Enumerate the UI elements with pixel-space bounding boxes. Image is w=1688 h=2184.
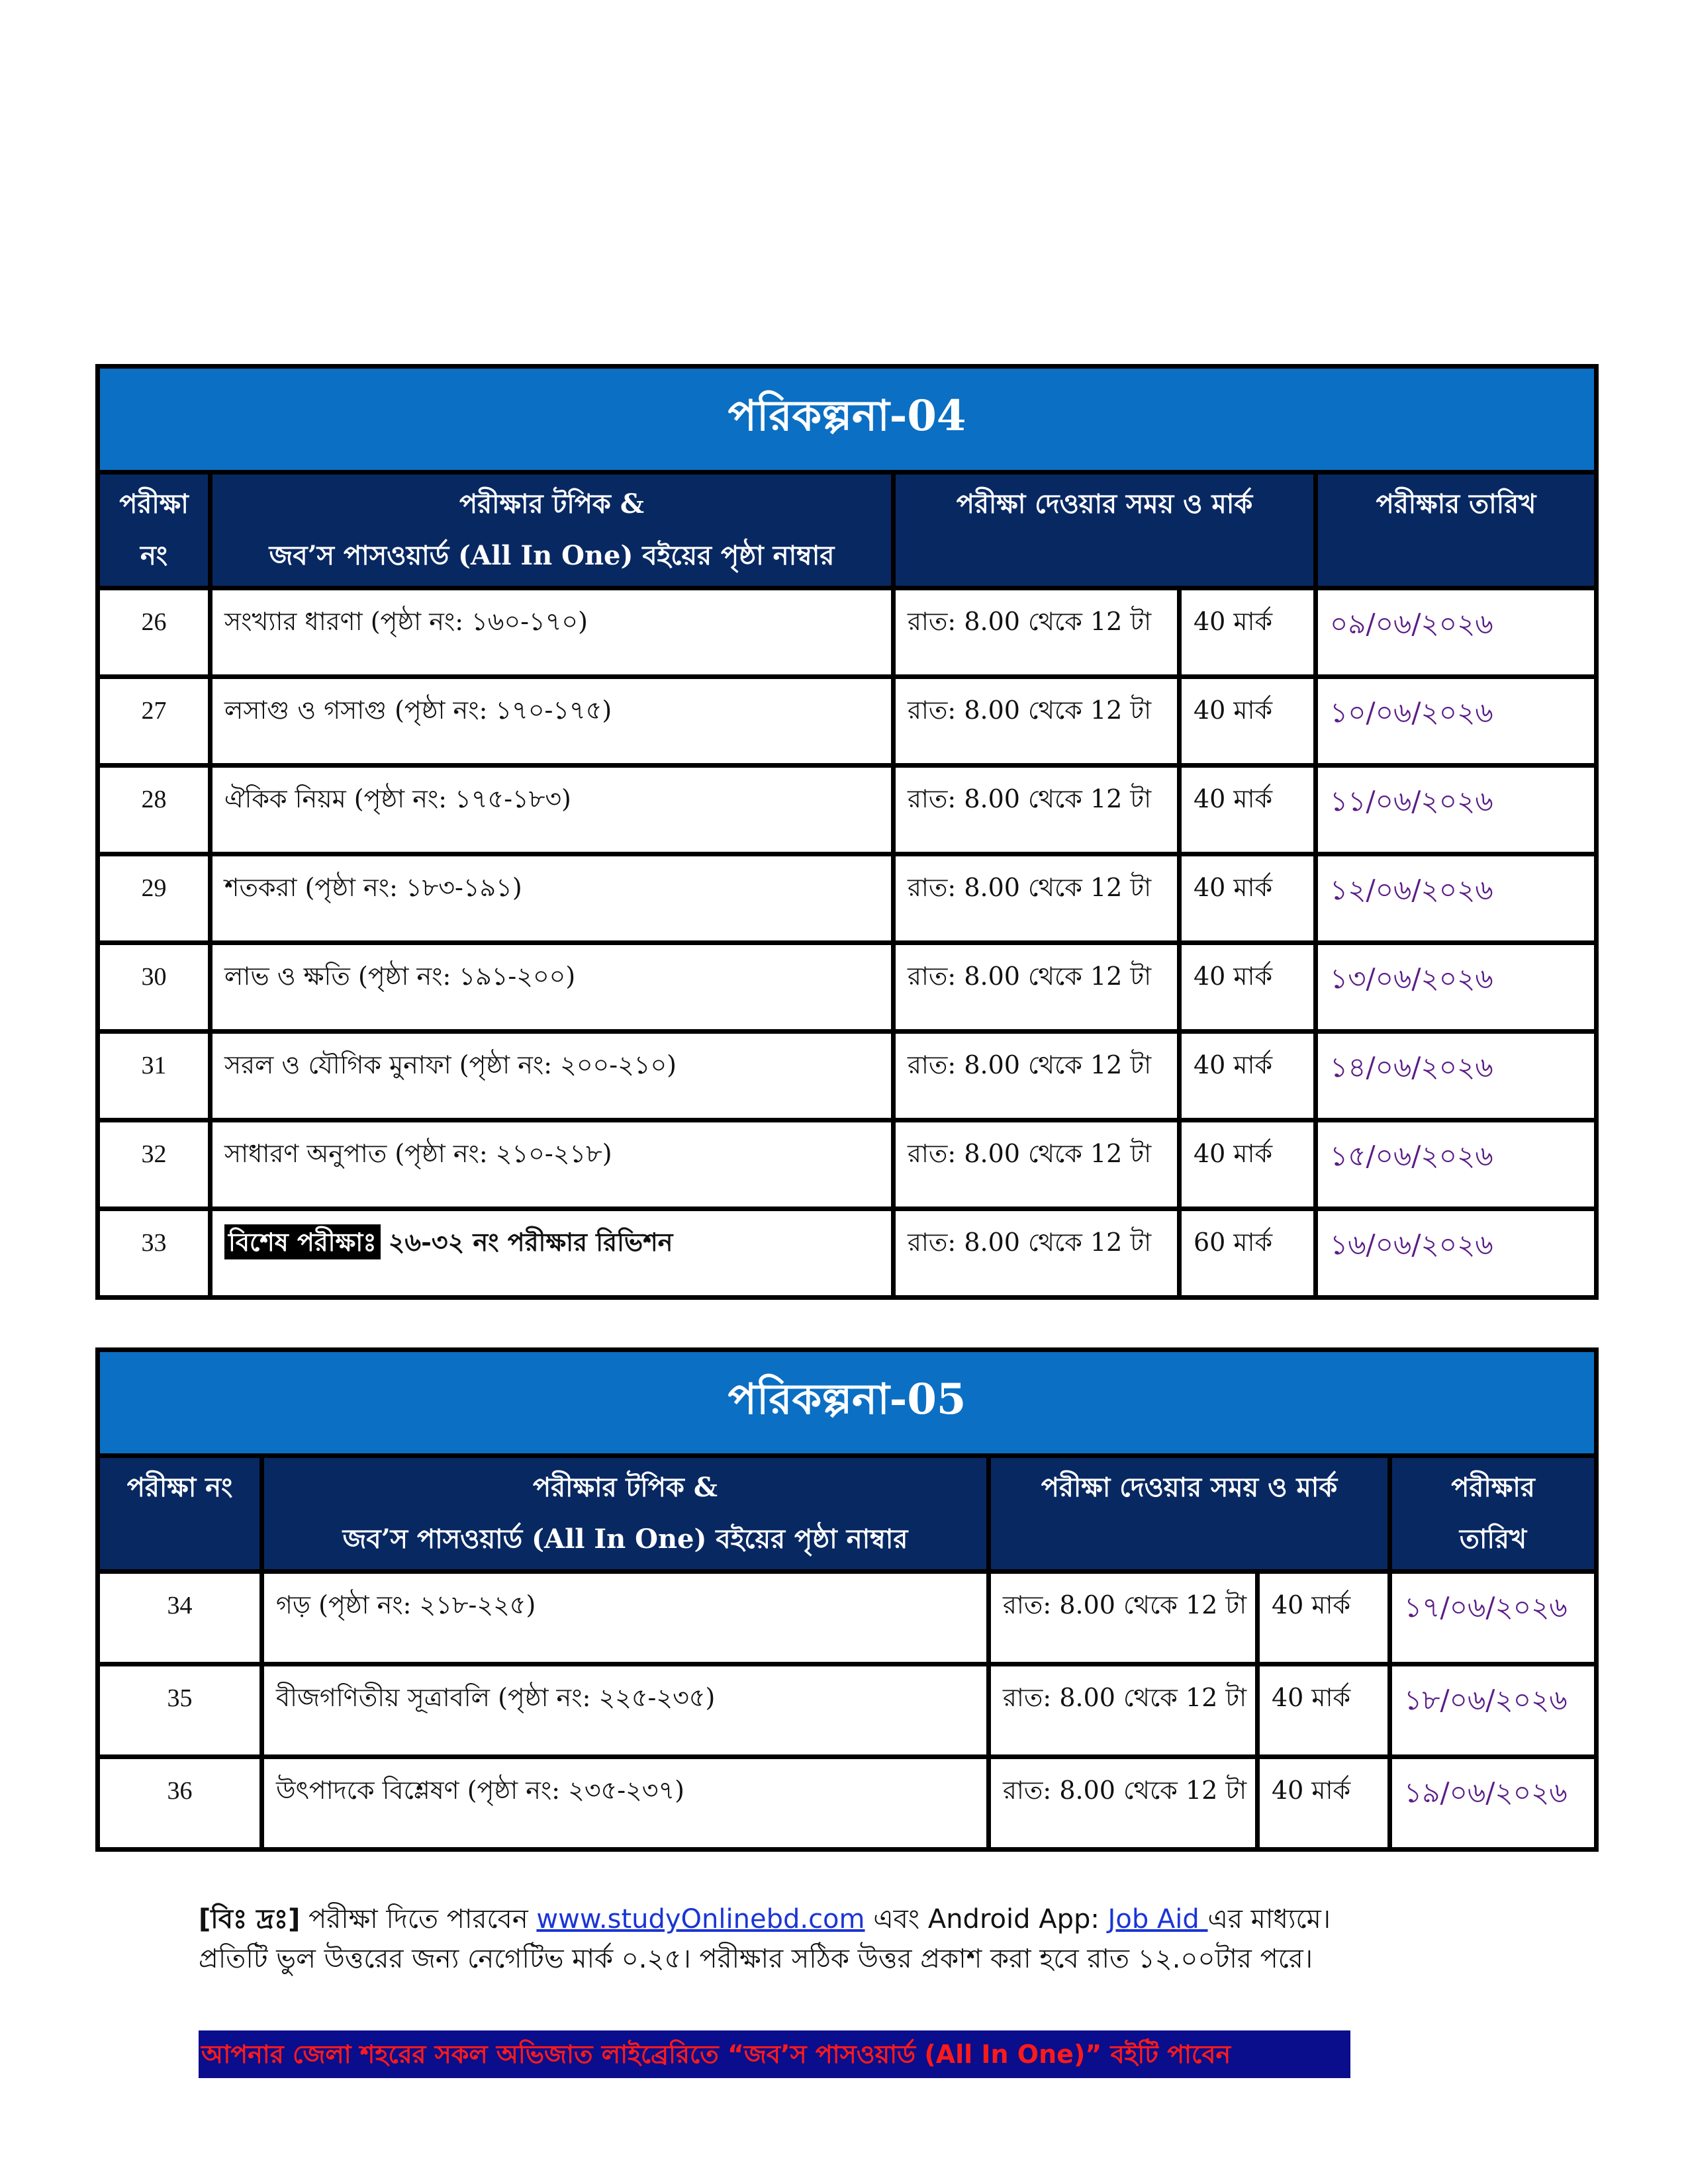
exam-marks: 40 মার্ক	[1180, 1032, 1316, 1120]
exam-time: রাত: 8.00 থেকে 12 টা	[989, 1664, 1258, 1757]
note-text-b: এবং Android App:	[865, 1904, 1108, 1934]
notes-line2: প্রতিটি ভুল উত্তরের জন্য নেগেটিভ মার্ক ০.২৫। পরীক্ষার সঠিক উত্তর প্রকাশ করা হবে রাত ১২.০০টার পরে।	[199, 1944, 1313, 1974]
exam-topic: লসাগু ও গসাগু (পৃষ্ঠা নং: ১৭০-১৭৫)	[211, 677, 894, 766]
note-tag: [বিঃ দ্রঃ]	[199, 1904, 301, 1934]
exam-marks: 40 মার্ক	[1180, 1120, 1316, 1209]
table-row-special	[98, 1209, 1597, 1298]
plan-title: পরিকল্পনা-04	[98, 367, 1597, 473]
header-exam-no: পরীক্ষা নং	[98, 1456, 262, 1572]
exam-marks: 40 মার্ক	[1180, 677, 1316, 766]
exam-topic: সাধারণ অনুপাত (পৃষ্ঠা নং: ২১০-২১৮)	[211, 1120, 894, 1209]
exam-topic: গড় (পৃষ্ঠা নং: ২১৮-২২৫)	[262, 1572, 989, 1664]
exam-marks: 40 মার্ক	[1258, 1757, 1390, 1850]
exam-topic: শতকরা (পৃষ্ঠা নং: ১৮৩-১৯১)	[211, 854, 894, 943]
table-row	[98, 766, 1597, 854]
header-exam-no: পরীক্ষা নং	[98, 473, 211, 588]
exam-number: 30	[98, 943, 211, 1032]
exam-marks: 40 মার্ক	[1258, 1664, 1390, 1757]
special-exam-topic: ২৬-৩২ নং পরীক্ষার রিভিশন	[388, 1227, 673, 1257]
exam-date: ১১/০৬/২০২৬	[1316, 766, 1597, 854]
header-topic-line1: পরীক্ষার টপিক &	[459, 488, 644, 520]
header-topic-line1: পরীক্ষার টপিক &	[533, 1472, 718, 1503]
header-topic-line2: জব’স পাসওয়ার্ড (All In One) বইয়ের পৃষ্ঠা নাম্বার	[342, 1524, 908, 1555]
exam-number: 26	[98, 588, 211, 677]
exam-date: ১৪/০৬/২০২৬	[1316, 1032, 1597, 1120]
header-time-marks: পরীক্ষা দেওয়ার সময় ও মার্ক	[894, 473, 1316, 588]
header-topic-line2: জব’স পাসওয়ার্ড (All In One) বইয়ের পৃষ্ঠা নাম্বার	[269, 540, 835, 571]
special-exam-tag: বিশেষ পরীক্ষাঃ	[224, 1224, 381, 1259]
table-row	[98, 677, 1597, 766]
table-row	[98, 588, 1597, 677]
notes-line1	[199, 1899, 1496, 1939]
table-row	[98, 1664, 1597, 1757]
notes-section	[199, 1899, 1496, 1979]
table-row	[98, 943, 1597, 1032]
exam-time: রাত: 8.00 থেকে 12 টা	[894, 943, 1180, 1032]
note-text-a: পরীক্ষা দিতে পারবেন	[300, 1904, 537, 1934]
exam-date: ১৯/০৬/২০২৬	[1390, 1757, 1597, 1850]
plan-title: পরিকল্পনা-05	[98, 1350, 1597, 1456]
site-link[interactable]: www.studyOnlinebd.com	[536, 1904, 865, 1934]
exam-topic: লাভ ও ক্ষতি (পৃষ্ঠা নং: ১৯১-২০০)	[211, 943, 894, 1032]
exam-time: রাত: 8.00 থেকে 12 টা	[894, 854, 1180, 943]
table-row	[98, 1120, 1597, 1209]
exam-date: ১৮/০৬/২০২৬	[1390, 1664, 1597, 1757]
header-date-line2: তারিখ	[1459, 1524, 1527, 1555]
header-date-line1: পরীক্ষার	[1451, 1472, 1535, 1503]
exam-marks: 40 মার্ক	[1180, 943, 1316, 1032]
header-topic	[262, 1456, 989, 1572]
exam-topic: উৎপাদকে বিশ্লেষণ (পৃষ্ঠা নং: ২৩৫-২৩৭)	[262, 1757, 989, 1850]
exam-date: ১৫/০৬/২০২৬	[1316, 1120, 1597, 1209]
exam-number: 28	[98, 766, 211, 854]
exam-date: ১২/০৬/২০২৬	[1316, 854, 1597, 943]
exam-date: ০৯/০৬/২০২৬	[1316, 588, 1597, 677]
exam-time: রাত: 8.00 থেকে 12 টা	[894, 1032, 1180, 1120]
exam-number: 36	[98, 1757, 262, 1850]
app-link[interactable]: Job Aid	[1107, 1904, 1208, 1934]
note-text-c: এর মাধ্যমে।	[1207, 1904, 1331, 1934]
exam-time: রাত: 8.00 থেকে 12 টা	[894, 1120, 1180, 1209]
exam-time: রাত: 8.00 থেকে 12 টা	[894, 677, 1180, 766]
table-row	[98, 854, 1597, 943]
exam-number: 31	[98, 1032, 211, 1120]
exam-time: রাত: 8.00 থেকে 12 টা	[989, 1757, 1258, 1850]
header-topic	[211, 473, 894, 588]
exam-number: 32	[98, 1120, 211, 1209]
plan-04-table	[95, 364, 1599, 1300]
header-time-marks: পরীক্ষা দেওয়ার সময় ও মার্ক	[989, 1456, 1390, 1572]
header-date	[1390, 1456, 1597, 1572]
exam-time: রাত: 8.00 থেকে 12 টা	[894, 766, 1180, 854]
exam-marks: 40 মার্ক	[1180, 854, 1316, 943]
exam-marks: 60 মার্ক	[1180, 1209, 1316, 1298]
table-row	[98, 1032, 1597, 1120]
exam-number: 29	[98, 854, 211, 943]
exam-marks: 40 মার্ক	[1180, 588, 1316, 677]
exam-number: 33	[98, 1209, 211, 1298]
exam-topic	[211, 1209, 894, 1298]
plan-05-table	[95, 1347, 1599, 1852]
exam-date: ১৩/০৬/২০২৬	[1316, 943, 1597, 1032]
exam-marks: 40 মার্ক	[1258, 1572, 1390, 1664]
exam-topic: ঐকিক নিয়ম (পৃষ্ঠা নং: ১৭৫-১৮৩)	[211, 766, 894, 854]
exam-number: 35	[98, 1664, 262, 1757]
exam-date: ১৬/০৬/২০২৬	[1316, 1209, 1597, 1298]
exam-topic: সংখ্যার ধারণা (পৃষ্ঠা নং: ১৬০-১৭০)	[211, 588, 894, 677]
table-row	[98, 1757, 1597, 1850]
promo-banner: আপনার জেলা শহরের সকল অভিজাত লাইব্রেরিতে “জব’স পাসওয়ার্ড (All In One)” বইটি পাবেন	[199, 2030, 1350, 2078]
exam-topic: বীজগণিতীয় সূত্রাবলি (পৃষ্ঠা নং: ২২৫-২৩৫)	[262, 1664, 989, 1757]
exam-topic: সরল ও যৌগিক মুনাফা (পৃষ্ঠা নং: ২০০-২১০)	[211, 1032, 894, 1120]
header-date: পরীক্ষার তারিখ	[1316, 473, 1597, 588]
table-row	[98, 1572, 1597, 1664]
exam-date: ১৭/০৬/২০২৬	[1390, 1572, 1597, 1664]
exam-time: রাত: 8.00 থেকে 12 টা	[894, 588, 1180, 677]
exam-time: রাত: 8.00 থেকে 12 টা	[989, 1572, 1258, 1664]
exam-number: 34	[98, 1572, 262, 1664]
exam-number: 27	[98, 677, 211, 766]
exam-marks: 40 মার্ক	[1180, 766, 1316, 854]
exam-date: ১০/০৬/২০২৬	[1316, 677, 1597, 766]
exam-time: রাত: 8.00 থেকে 12 টা	[894, 1209, 1180, 1298]
